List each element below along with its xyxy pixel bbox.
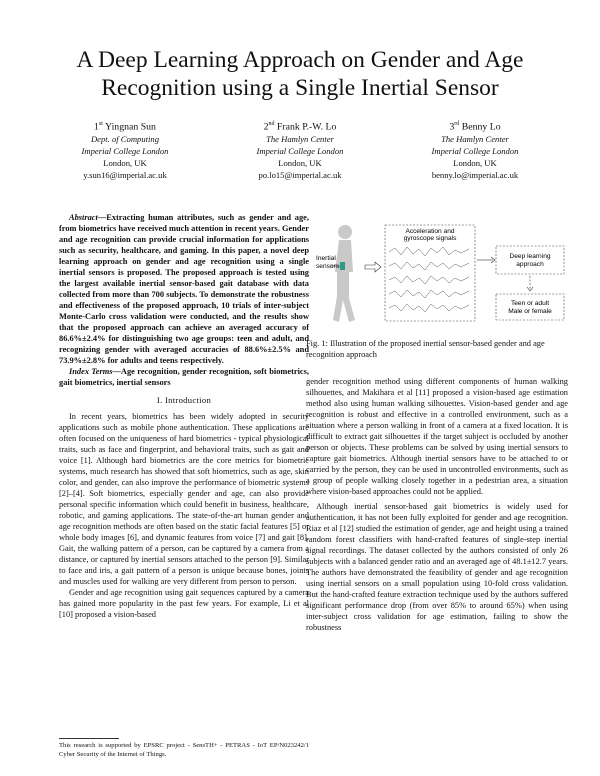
- abstract: [59, 212, 309, 366]
- dl-box-line1: Deep learning: [509, 253, 551, 260]
- abstract-text: —Extracting human attributes, such as gender and age, from biometrics have received much attention in recent years. Gender and age recognition can provide crucial information for applications such as security, healthcare, and gaming. In this paper, a novel deep learning approach on gender and age recognition using a single inertial sensors is proposed. The proposed approach is tested using the largest available inertial sensor-based gait database with data collected from more than 700 subjects. To demonstrate the robustness and effectiveness of the proposed approach, 10 trials of inter-subject Monte-Carlo cross validation were conducted, and the results show that the proposed approach can achieve an averaged accuracy of 86.6%±2.4% for distinguishing two age groups: teen and adult, and recognizing gender with averaged accuracies of 88.6%±2.5% and 73.9%±2.8% for adults and teens respectively.: [59, 213, 309, 365]
- paper-title: [40, 46, 560, 102]
- title-line-1: A Deep Learning Approach on Gender and Age: [76, 47, 524, 73]
- author-org: Imperial College London: [81, 146, 169, 157]
- walking-person-icon: [333, 225, 355, 322]
- author-dept: The Hamlyn Center: [441, 134, 509, 145]
- author-name: Yingnan Sun: [105, 121, 156, 133]
- author-1: 1st Yingnan Sun Dept. of Computing Imperial College London London, UK y.sun16@imperial.ac.uk: [40, 118, 210, 181]
- sensor-label-line1: Inertial: [316, 255, 336, 262]
- intro-paragraph-2: Gender and age recognition using gait sequences captured by a camera has gained more popularity in the past few years. For example, Li et al [10] proposed a vision-based: [59, 588, 309, 619]
- author-location: London, UK: [453, 158, 497, 169]
- right-column: [306, 376, 568, 633]
- author-location: London, UK: [103, 158, 147, 169]
- author-org: Imperial College London: [431, 146, 519, 157]
- index-terms: [59, 366, 309, 388]
- figure-caption: Fig. 1: Illustration of the proposed inertial sensor-based gender and age recognition approach: [306, 339, 545, 359]
- intro-paragraph-1: In recent years, biometrics has been widely adopted in security applications such as mobile phone authentication. These applications are often focused on the uniqueness of hard biometrics - typical physiological traits, such as face and fingerprint, and behavioral traits, such as gait and voice [1]. Although hard biometrics are the core metrics for biometric systems, much research has showed that soft biometrics, such as age, skin color, and gender, can also improve the performance of biometric systems [2]–[4]. Soft biometrics, especially gender and age, can also provide personal specific information which could benefit in business, healthcare, robotic, and gaming applications. The state-of-the-art human gender and age recognition methods are often based on the static facial features [5] or whole body images [6], and dynamic features from voice [7] and gait [8]. Gait, the walking pattern of a person, can be captured by a camera from a distance, or captured by inertial sensors attached to the person [9]. Similar to face and iris, a gait pattern of a person is unique because bones, joints and muscles used for walking are very different from person to person.: [59, 412, 309, 586]
- author-email: po.lo15@imperial.ac.uk: [258, 170, 342, 181]
- index-terms-text: —Age recognition, gender recognition, soft biometrics, gait biometrics, inertial sensors: [59, 367, 309, 387]
- author-name: Benny Lo: [461, 121, 501, 133]
- sensor-marker: [340, 262, 345, 270]
- signals-box-title-2: gyroscope signals: [403, 235, 457, 242]
- figure-1-diagram: [313, 220, 573, 330]
- abstract-label: Abstract: [69, 213, 98, 222]
- footnote-rule: [59, 738, 119, 739]
- author-2: 2nd Frank P.-W. Lo The Hamlyn Center Imperial College London London, UK po.lo15@imperial.ac.uk: [215, 118, 385, 181]
- left-column: [59, 212, 309, 620]
- deep-learning-box: [496, 246, 564, 274]
- author-3: 3rd Benny Lo The Hamlyn Center Imperial College London London, UK benny.lo@imperial.ac.uk: [390, 118, 560, 181]
- arrow-icon: [365, 262, 381, 272]
- signals-box-title-1: Acceleration and: [405, 228, 455, 235]
- author-org: Imperial College London: [256, 146, 344, 157]
- result-box: [496, 294, 564, 320]
- author-dept: Dept. of Computing: [90, 134, 160, 145]
- right-paragraph-2: Although inertial sensor-based gait biometrics is widely used for authentication, it has not been fully exploited for gender and age recognition. Riaz et al [12] studied the estimation of gender, age and height using a trained random forest classifiers with hand-crafted features of single-step inertial signal recordings. The dataset collected by the authors consisted of only 26 subjects with a balanced gender ratio and an averaged age of 48.1±12.7 years. The authors have demonstrated the feasibility of gender and age recognition using inertial sensors on a small population using 10-fold cross validation. But the hand-crafted feature extraction technique used by the authors suffered significant performance drop (from over 85% to around 65%) when using inter-subject cross validation for age estimation, failing to show the robustness: [306, 502, 568, 632]
- result-box-line1: Teen or adult: [510, 300, 550, 307]
- index-terms-label: Index Terms: [69, 367, 113, 376]
- right-paragraph-1: gender recognition method using different components of human walking silhouettes, and Makihara et al [11] proposed a vision-based age estimation method also using human walking silhouettes. Vision-based gender and age recognition is robust and effective in a controlled environment, such as a situation where a person walking in front of a camera at a fixed location. It is difficult to extract gait silhouettes if the target subject is occluded by another person or objects. These problems can be solved by using inertial sensors to capture gait biometrics. Although inertial sensors have to be attached to or carried by the person, they can be used in uncontrolled environments, such as a group of people walking closely together in a pedestrian area, a situation where vision-based approaches could not be applied.: [306, 377, 568, 496]
- author-block: [40, 118, 560, 188]
- signal-waveforms: [389, 247, 469, 312]
- result-box-line2: Male or female: [508, 308, 552, 315]
- section-heading: I. Introduction: [156, 395, 212, 405]
- author-name: Frank P.-W. Lo: [276, 121, 337, 133]
- dl-box-line2: approach: [516, 261, 544, 268]
- sensor-label-line2: sensors: [316, 263, 340, 270]
- title-line-2: Recognition using a Single Inertial Sensor: [101, 75, 499, 101]
- footnote: This research is supported by EPSRC project - SensTH+ - PETRAS - IoT EP/N023242/1 Cyber Security of the Internet of Things.: [59, 742, 309, 758]
- author-dept: The Hamlyn Center: [266, 134, 334, 145]
- author-email: benny.lo@imperial.ac.uk: [431, 170, 519, 181]
- author-location: London, UK: [278, 158, 322, 169]
- author-email: y.sun16@imperial.ac.uk: [83, 170, 167, 181]
